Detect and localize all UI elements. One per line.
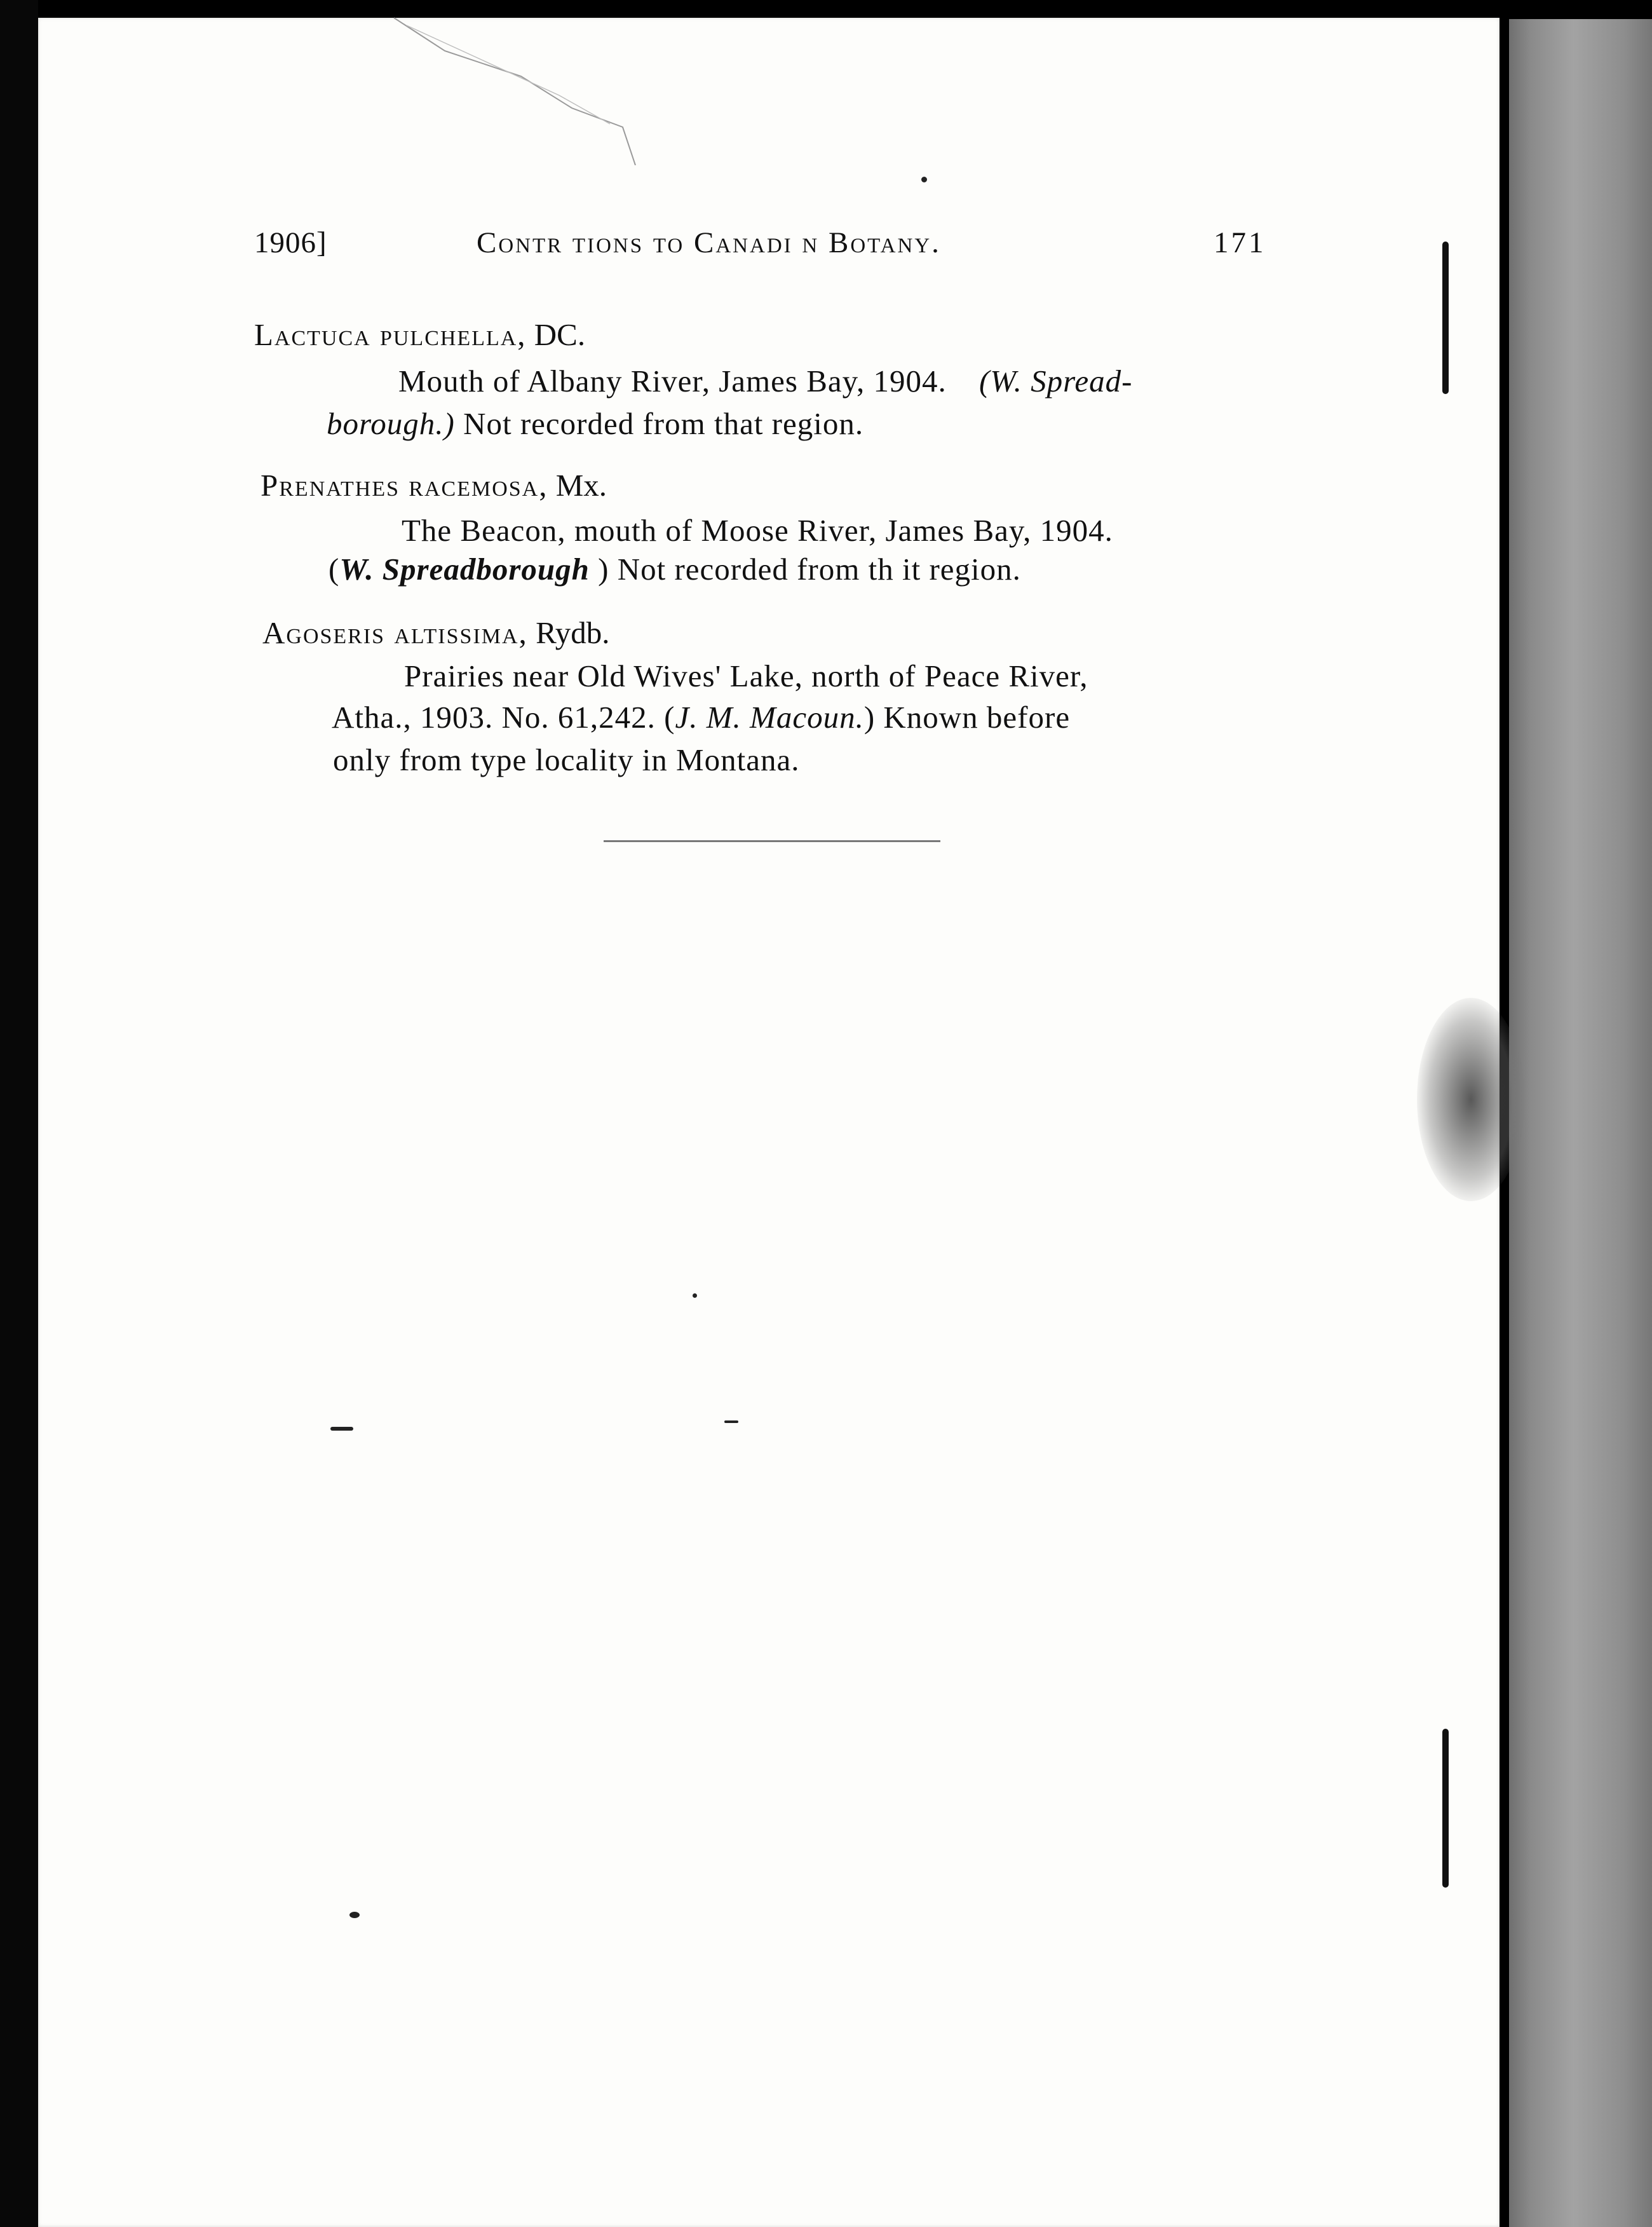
torn-corner [0,0,699,165]
end-rule [604,840,940,842]
species-heading [254,317,585,353]
collector-name: (W. Spread- [978,364,1133,398]
entry-text-line [404,658,1088,694]
header-title: Contr tions to Canadi n Botany. [477,226,941,259]
text-span: only from type locality in Montana. [333,742,800,777]
running-head [254,226,1271,264]
species-authority: DC. [534,317,586,352]
species-heading [261,467,607,503]
text-span: ) Known before [863,700,1071,735]
ink-speck [349,1912,360,1918]
header-year: 1906] [254,226,327,259]
species-heading [262,615,610,651]
page-number: 171 [1214,226,1266,259]
scan-left-edge [0,0,38,2227]
text-span: Atha., 1903. No. 61,242. ( [332,700,675,735]
staple-bottom [1442,1729,1449,1888]
entry-text-line [333,742,799,778]
spine-stain [1417,998,1525,1201]
entry-text-line [327,405,863,442]
species-name: Prenathes racemosa, [261,468,548,503]
collector-name: borough.) [327,406,455,441]
text-span: Not recorded from that region. [454,406,864,441]
ink-speck [330,1427,353,1431]
entry-text-line [402,512,1113,548]
collector-name: W. Spreadborough [339,552,590,587]
text-span: The Beacon, mouth of Moose River, James Bay, 1904. [402,513,1113,548]
ink-speck [693,1293,697,1298]
species-name: Agoseris altissima, [262,615,528,650]
text-span: Mouth of Albany River, James Bay, 1904. [398,364,947,398]
species-authority: Mx. [555,468,607,503]
species-authority: Rydb. [536,615,610,650]
collector-name: J. M. Macoun. [675,700,864,735]
entry-text-line [398,363,1132,399]
text-span: ( [328,552,340,587]
text-span: ) Not recorded from th it region. [589,552,1021,587]
species-name: Lactuca pulchella, [254,317,527,352]
entry-text-line [332,699,1070,735]
entry-text-line [328,551,1021,587]
text-span: Prairies near Old Wives' Lake, north of Peace River, [404,658,1088,693]
ink-speck [921,177,927,182]
binding-spine [1509,19,1652,2227]
ink-speck [724,1420,738,1423]
staple-top [1442,242,1449,394]
